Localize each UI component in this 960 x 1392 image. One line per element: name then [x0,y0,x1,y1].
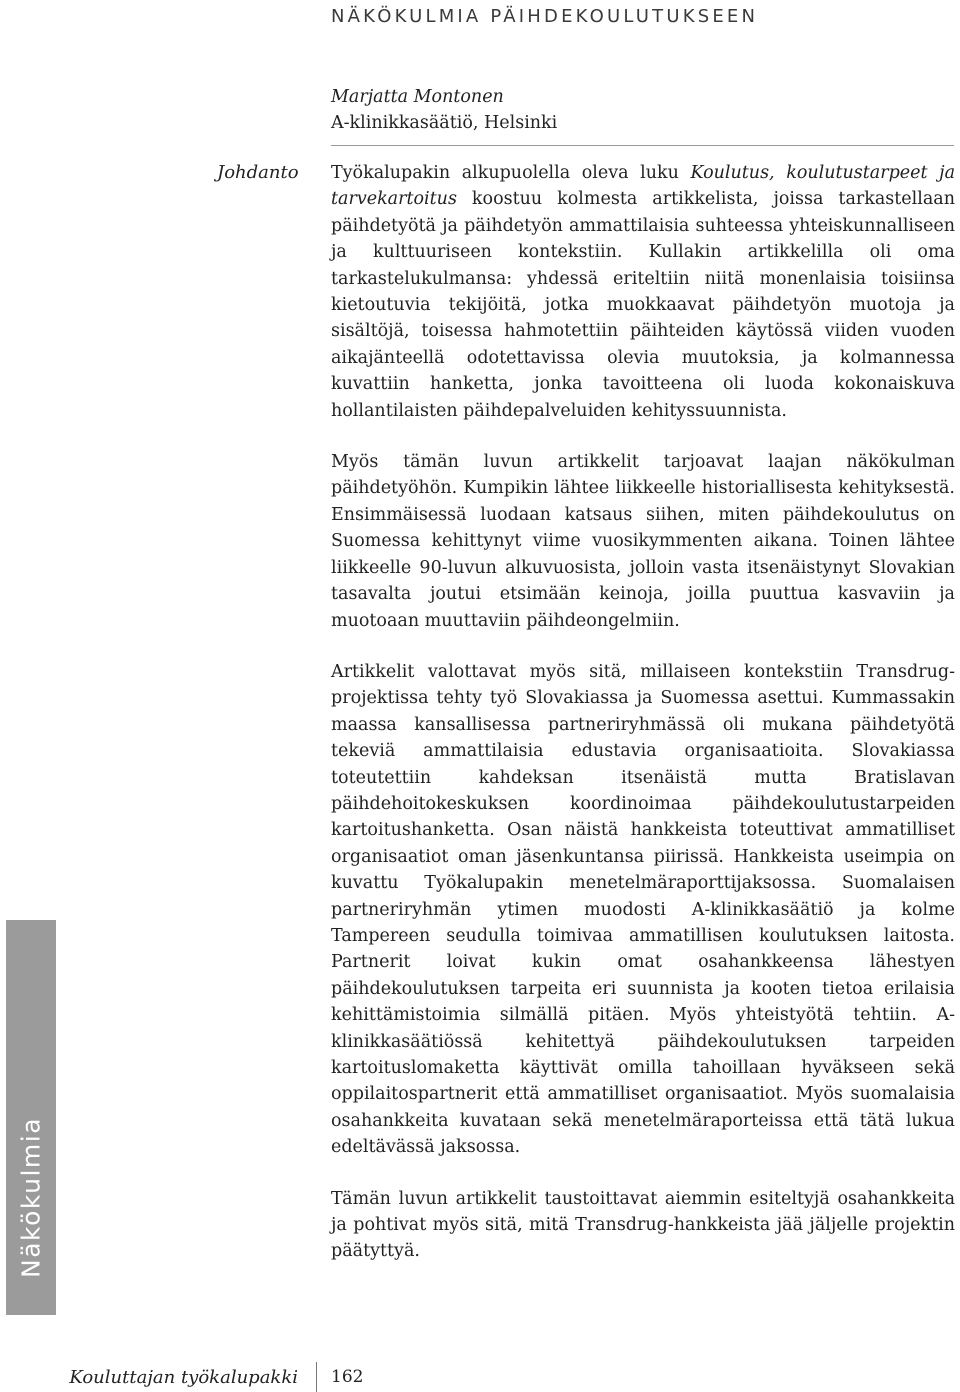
paragraph: Artikkelit valottavat myös sitä, millaiseen kontekstiin Transdrug-projektissa tehty työ Slovakiassa ja Suomessa asettui. Kummassakin maassa kansallisessa partneriryhmässä oli mukana päihdetyötä tekeviä ammattilaisia edustavia organisaatioita. Slovakiassa toteutettiin kahdeksan itsenäistä mutta Bratislavan päihdehoitokeskuksen koordinoimaa päihdekoulutustarpeiden kartoitushanketta. Osan näistä hankkeista toteuttivat ammatilliset organisaatiot oman jäsenkuntansa piirissä. Hankkeista useimpia on kuvattu Työkalupakin menetelmäraporttijaksossa. Suomalaisen partneriryhmän ytimen muodosti A-klinikkasäätiö ja kolme Tampereen seudulla toimivaa ammatillisen koulutuksen laitosta. Partnerit loivat kukin omat osahankkeensa lähestyen päihdekoulutuksen tarpeita eri suunnista ja kooten tietoa erilaisia kehittämistoimia silmällä pitäen. Myös yhteistyötä tehtiin. A-klinikkasäätiössä kehitettyä päihdekoulutuksen tarpeiden kartoituslomaketta käyttivät omilla tahoillaan hyväkseen sekä oppilaitospartnerit että ammatilliset organisaatiot. Myös suomalaisia osahankkeita kuvataan sekä menetelmäraporteissa että tätä lukua edeltävässä jaksossa. [331,661,955,1158]
side-tab-label: Näkökulmia [16,1116,46,1278]
footer-divider [316,1362,317,1392]
paragraph-rest: koostuu kolmesta artikkelista, joissa tarkastellaan päihdetyötä ja päihdetyön ammattilaisia suhteessa yhteiskunnalliseen ja kulttuuriseen kontekstiin. Kullakin artikkelilla oli oma tarkastelukulmansa: yhdessä eriteltiin niitä monenlaisia toisiinsa kietoutuvia tekijöitä, jotka muokkaavat päihdetyön muotoja ja sisältöjä, toisessa hahmotettiin päihteiden käytössä viiden vuoden aikajänteellä odotettavissa olevia muutoksia, ja kolmannessa kuvattiin hanketta, jonka tavoitteena oli luoda kokonaiskuva hollantilaisten päihdepalveluiden kehityssuunnista. [331,189,955,421]
page-number: 162 [331,1367,364,1387]
author-name: Marjatta Montonen [331,87,504,107]
section-label: Johdanto [217,162,299,183]
article-body [331,160,955,1290]
author-block [331,84,557,136]
paragraph [331,160,955,424]
running-header: NÄKÖKULMIA PÄIHDEKOULUTUKSEEN [331,6,759,27]
paragraph: Tämän luvun artikkelit taustoittavat aiemmin esiteltyjä osahankkeita ja pohtivat myös sitä, mitä Transdrug-hankkeista jää jäljelle projektin päätyttyä. [331,1188,955,1262]
footer-book-title: Kouluttajan työkalupakki [69,1367,298,1388]
paragraph: Myös tämän luvun artikkelit tarjoavat laajan näkökulman päihdetyöhön. Kumpikin lähtee liikkeelle historiallisesta kehityksestä. Ensimmäisessä luodaan katsaus siihen, miten päihdekoulutus on Suomessa kehittynyt viime vuosikymmenten aikana. Toinen lähtee liikkeelle 90-luvun alkuvuosista, jolloin vasta itsenäistynyt Slovakian tasavalta joutui etsimään keinoja, joilla puuttua kasvaviin ja muotoaan muuttaviin päihdeongelmiin. [331,452,955,631]
paragraph-lead: Työkalupakin alkupuolella oleva luku [331,163,691,183]
header-divider [331,145,954,146]
emphasized-title: Koulutus, koulutustarpeet ja tarvekartoitus [331,163,955,210]
author-affiliation: A-klinikkasäätiö, Helsinki [331,113,558,133]
side-section-tab [6,920,56,1315]
